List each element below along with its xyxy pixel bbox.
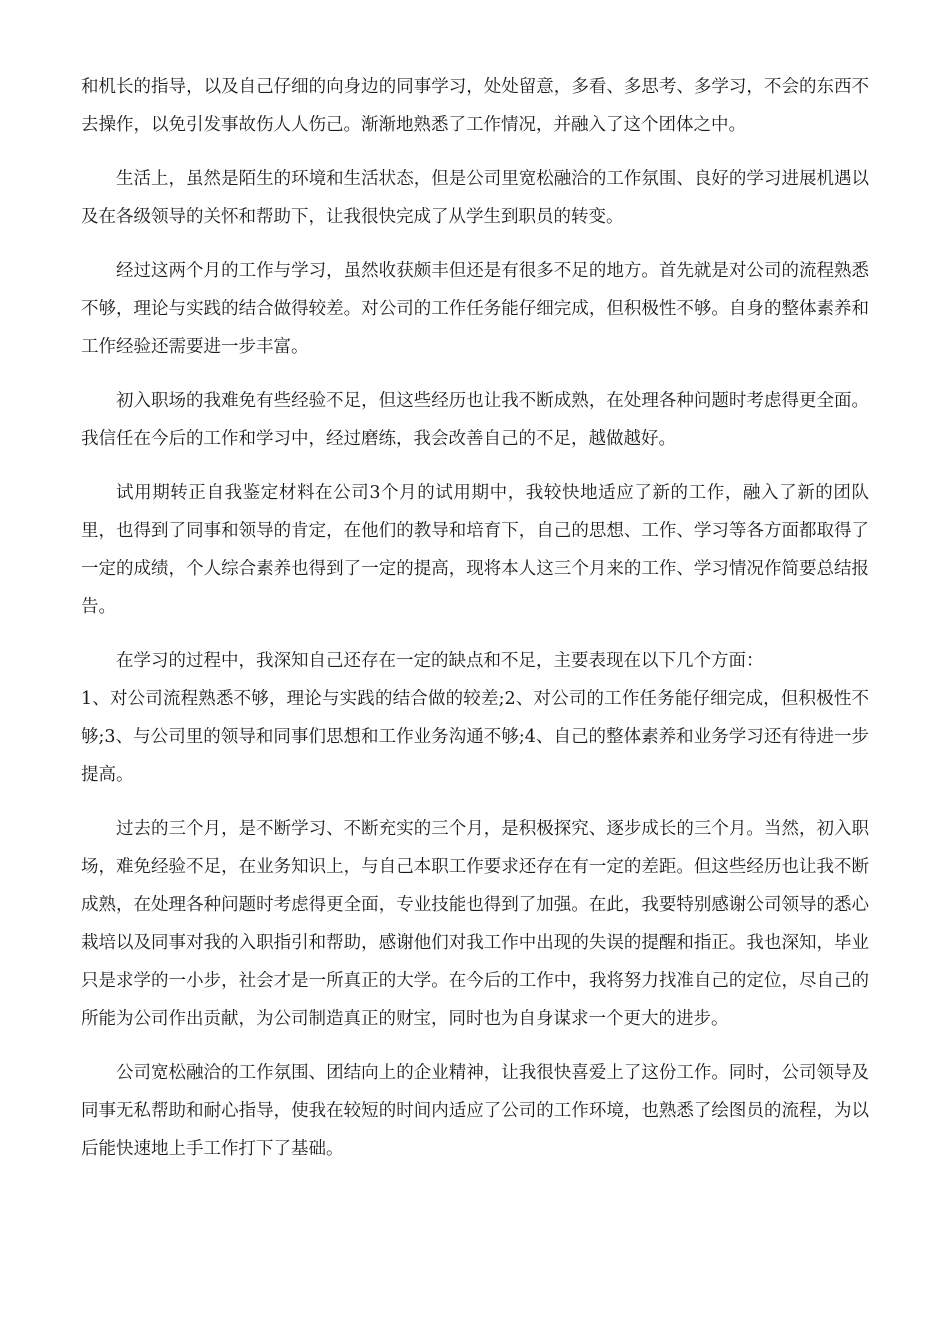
- paragraph-4: 初入职场的我难免有些经验不足，但这些经历也让我不断成熟，在处理各种问题时考虑得更全面。我信任在今后的工作和学习中，经过磨练，我会改善自己的不足，越做越好。: [81, 391, 869, 449]
- paragraph-1: 和机长的指导，以及自己仔细的向身边的同事学习，处处留意，多看、多思考、多学习，不会的东西不去操作，以免引发事故伤人人伤己。渐渐地熟悉了工作情况，并融入了这个团体之中。: [81, 77, 869, 135]
- paragraph-3: 经过这两个月的工作与学习，虽然收获颇丰但还是有很多不足的地方。首先就是对公司的流程熟悉不够，理论与实践的结合做得较差。对公司的工作任务能仔细完成，但积极性不够。自身的整体素养和工作经验还需要进一步丰富。: [81, 261, 869, 357]
- document-body: [81, 68, 869, 1184]
- paragraph-5: 试用期转正自我鉴定材料在公司3个月的试用期中，我较快地适应了新的工作，融入了新的团队里，也得到了同事和领导的肯定，在他们的教导和培育下，自己的思想、工作、学习等各方面都取得了一定的成绩，个人综合素养也得到了一定的提高，现将本人这三个月来的工作、学习情况作简要总结报告。: [81, 483, 869, 617]
- paragraph-6: 在学习的过程中，我深知自己还存在一定的缺点和不足，主要表现在以下几个方面：: [116, 651, 764, 671]
- paragraph-8: 过去的三个月，是不断学习、不断充实的三个月，是积极探究、逐步成长的三个月。当然，初入职场，难免经验不足，在业务知识上，与自己本职工作要求还存在有一定的差距。但这些经历也让我不断成熟，在处理各种问题时考虑得更全面，专业技能也得到了加强。在此，我要特别感谢公司领导的悉心栽培以及同事对我的入职指引和帮助，感谢他们对我工作中出现的失误的提醒和指正。我也深知，毕业只是求学的一小步，社会才是一所真正的大学。在今后的工作中，我将努力找准自己的定位，尽自己的所能为公司作出贡献，为公司制造真正的财宝，同时也为自身谋求一个更大的进步。: [81, 819, 869, 1029]
- paragraph-9: 公司宽松融洽的工作氛围、团结向上的企业精神，让我很快喜爱上了这份工作。同时，公司领导及同事无私帮助和耐心指导，使我在较短的时间内适应了公司的工作环境，也熟悉了绘图员的流程，为以后能快速地上手工作打下了基础。: [81, 1063, 869, 1159]
- paragraph-7-list: 1、对公司流程熟悉不够，理论与实践的结合做的较差;2、对公司的工作任务能仔细完成，但积极性不够;3、与公司里的领导和同事们思想和工作业务沟通不够;4、自己的整体素养和业务学习还有待进一步提高。: [81, 689, 869, 785]
- paragraph-2: 生活上，虽然是陌生的环境和生活状态，但是公司里宽松融洽的工作氛围、良好的学习进展机遇以及在各级领导的关怀和帮助下，让我很快完成了从学生到职员的转变。: [81, 169, 869, 227]
